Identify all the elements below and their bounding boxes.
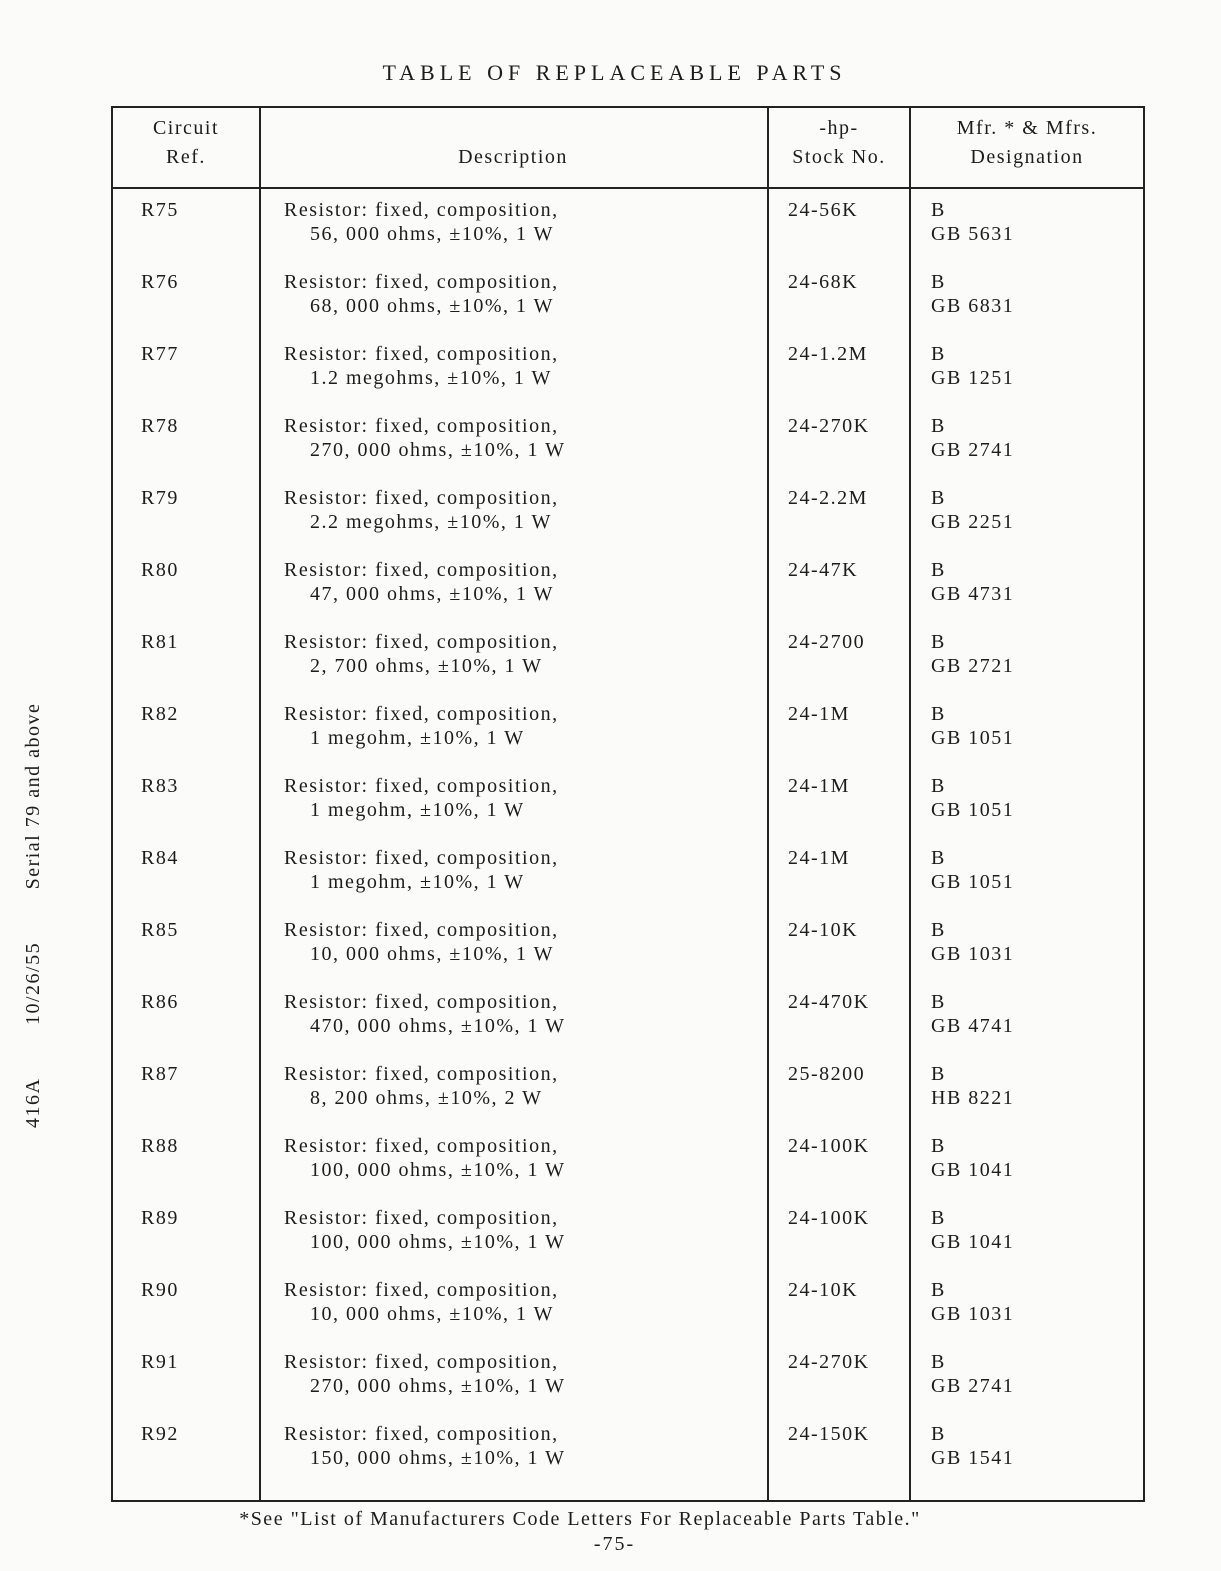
mfr-code: B	[931, 343, 946, 365]
description-line2: 1 megohm, ±10%, 1 W	[310, 799, 525, 821]
description-line1: Resistor: fixed, composition,	[284, 1351, 559, 1373]
description-line1: Resistor: fixed, composition,	[284, 487, 559, 509]
table-row	[113, 270, 1143, 342]
description-line2: 270, 000 ohms, ±10%, 1 W	[310, 439, 566, 461]
stock-no: 24-2700	[788, 631, 866, 653]
table-row	[113, 1062, 1143, 1134]
revision-date: 10/26/55	[22, 941, 44, 1026]
description-line1: Resistor: fixed, composition,	[284, 1279, 559, 1301]
mfr-code: B	[931, 559, 946, 581]
description-line1: Resistor: fixed, composition,	[284, 1135, 559, 1157]
description-line1: Resistor: fixed, composition,	[284, 847, 559, 869]
circuit-ref: R80	[141, 559, 179, 581]
stock-no: 24-100K	[788, 1135, 870, 1157]
circuit-ref: R85	[141, 919, 179, 941]
description-line1: Resistor: fixed, composition,	[284, 775, 559, 797]
description-line1: Resistor: fixed, composition,	[284, 271, 559, 293]
stock-no: 25-8200	[788, 1063, 866, 1085]
stock-no: 24-47K	[788, 559, 859, 581]
stock-no: 24-1.2M	[788, 343, 868, 365]
description-line1: Resistor: fixed, composition,	[284, 919, 559, 941]
table-row	[113, 630, 1143, 702]
description-line1: Resistor: fixed, composition,	[284, 631, 559, 653]
margin-side-text	[22, 657, 45, 1128]
circuit-ref: R79	[141, 487, 179, 509]
table-row	[113, 702, 1143, 774]
mfr-designation: GB 5631	[931, 223, 1015, 245]
mfr-code: B	[931, 703, 946, 725]
description-line2: 1 megohm, ±10%, 1 W	[310, 727, 525, 749]
mfr-code: B	[931, 199, 946, 221]
mfr-code: B	[931, 415, 946, 437]
description-line2: 10, 000 ohms, ±10%, 1 W	[310, 943, 554, 965]
mfr-code: B	[931, 487, 946, 509]
description-line2: 1.2 megohms, ±10%, 1 W	[310, 367, 552, 389]
mfr-code: B	[931, 1423, 946, 1445]
mfr-code: B	[931, 271, 946, 293]
table-row	[113, 1422, 1143, 1494]
stock-no: 24-1M	[788, 847, 850, 869]
description-line2: 470, 000 ohms, ±10%, 1 W	[310, 1015, 566, 1037]
description-line2: 2, 700 ohms, ±10%, 1 W	[310, 655, 543, 677]
circuit-ref: R92	[141, 1423, 179, 1445]
stock-no: 24-270K	[788, 1351, 870, 1373]
description-line1: Resistor: fixed, composition,	[284, 1207, 559, 1229]
description-line2: 68, 000 ohms, ±10%, 1 W	[310, 295, 554, 317]
mfr-code: B	[931, 775, 946, 797]
stock-no: 24-100K	[788, 1207, 870, 1229]
mfr-code: B	[931, 919, 946, 941]
table-row	[113, 990, 1143, 1062]
table-row	[113, 558, 1143, 630]
description-line1: Resistor: fixed, composition,	[284, 1423, 559, 1445]
description-line1: Resistor: fixed, composition,	[284, 703, 559, 725]
table-row	[113, 414, 1143, 486]
description-line1: Resistor: fixed, composition,	[284, 199, 559, 221]
stock-no: 24-1M	[788, 703, 850, 725]
header-mfr-line2: Designation	[970, 146, 1084, 168]
mfr-designation: GB 4731	[931, 583, 1015, 605]
mfr-designation: GB 1041	[931, 1159, 1015, 1181]
mfr-code: B	[931, 631, 946, 653]
header-stock-no	[769, 108, 909, 193]
header-stock-no-line1: -hp-	[819, 117, 859, 139]
description-line2: 8, 200 ohms, ±10%, 2 W	[310, 1087, 543, 1109]
mfr-code: B	[931, 847, 946, 869]
table-row	[113, 342, 1143, 414]
circuit-ref: R83	[141, 775, 179, 797]
mfr-code: B	[931, 1063, 946, 1085]
parts-table	[111, 106, 1145, 1502]
circuit-ref: R86	[141, 991, 179, 1013]
stock-no: 24-470K	[788, 991, 870, 1013]
header-circuit-ref	[113, 108, 259, 193]
description-line1: Resistor: fixed, composition,	[284, 343, 559, 365]
description-line2: 150, 000 ohms, ±10%, 1 W	[310, 1447, 566, 1469]
description-line2: 100, 000 ohms, ±10%, 1 W	[310, 1159, 566, 1181]
mfr-designation: GB 1541	[931, 1447, 1015, 1469]
mfr-designation: GB 1031	[931, 1303, 1015, 1325]
table-row	[113, 774, 1143, 846]
description-line2: 47, 000 ohms, ±10%, 1 W	[310, 583, 554, 605]
mfr-designation: GB 1051	[931, 727, 1015, 749]
circuit-ref: R88	[141, 1135, 179, 1157]
header-circuit-ref-line2: Ref.	[166, 146, 206, 168]
description-line2: 2.2 megohms, ±10%, 1 W	[310, 511, 552, 533]
description-line1: Resistor: fixed, composition,	[284, 991, 559, 1013]
page-title: TABLE OF REPLACEABLE PARTS	[382, 60, 847, 85]
circuit-ref: R87	[141, 1063, 179, 1085]
stock-no: 24-68K	[788, 271, 859, 293]
stock-no: 24-2.2M	[788, 487, 868, 509]
circuit-ref: R77	[141, 343, 179, 365]
circuit-ref: R75	[141, 199, 179, 221]
header-mfr-designation	[911, 108, 1143, 193]
description-line1: Resistor: fixed, composition,	[284, 559, 559, 581]
mfr-designation: GB 4741	[931, 1015, 1015, 1037]
mfr-designation: GB 2721	[931, 655, 1015, 677]
table-row	[113, 846, 1143, 918]
stock-no: 24-150K	[788, 1423, 870, 1445]
table-row	[113, 918, 1143, 990]
circuit-ref: R91	[141, 1351, 179, 1373]
serial-range: Serial 79 and above	[22, 702, 44, 890]
description-line1: Resistor: fixed, composition,	[284, 1063, 559, 1085]
table-body	[113, 198, 1143, 1494]
description-line2: 1 megohm, ±10%, 1 W	[310, 871, 525, 893]
stock-no: 24-1M	[788, 775, 850, 797]
circuit-ref: R89	[141, 1207, 179, 1229]
circuit-ref: R81	[141, 631, 179, 653]
page-number: -75-	[593, 1533, 636, 1555]
mfr-code: B	[931, 1207, 946, 1229]
mfr-designation: GB 1051	[931, 799, 1015, 821]
description-line2: 56, 000 ohms, ±10%, 1 W	[310, 223, 554, 245]
mfr-designation: GB 1051	[931, 871, 1015, 893]
table-row	[113, 198, 1143, 270]
mfr-designation: GB 2741	[931, 1375, 1015, 1397]
mfr-designation: GB 2741	[931, 439, 1015, 461]
mfr-code: B	[931, 1351, 946, 1373]
circuit-ref: R78	[141, 415, 179, 437]
circuit-ref: R76	[141, 271, 179, 293]
mfr-designation: GB 6831	[931, 295, 1015, 317]
mfr-designation: GB 1031	[931, 943, 1015, 965]
circuit-ref: R90	[141, 1279, 179, 1301]
mfr-designation: GB 1041	[931, 1231, 1015, 1253]
description-line2: 270, 000 ohms, ±10%, 1 W	[310, 1375, 566, 1397]
header-description: Description	[458, 146, 568, 168]
mfr-code: B	[931, 1135, 946, 1157]
description-line2: 10, 000 ohms, ±10%, 1 W	[310, 1303, 554, 1325]
header-circuit-ref-line1: Circuit	[152, 117, 220, 139]
mfr-designation: HB 8221	[931, 1087, 1015, 1109]
table-row	[113, 1206, 1143, 1278]
header-stock-no-line2: Stock No.	[792, 146, 886, 168]
circuit-ref: R84	[141, 847, 179, 869]
description-line2: 100, 000 ohms, ±10%, 1 W	[310, 1231, 566, 1253]
model-number: 416A	[22, 1077, 44, 1128]
footnote: *See "List of Manufacturers Code Letters For Replaceable Parts Table."	[239, 1508, 921, 1530]
table-row	[113, 1278, 1143, 1350]
header-mfr-line1: Mfr. * & Mfrs.	[956, 117, 1098, 139]
mfr-designation: GB 1251	[931, 367, 1015, 389]
mfr-designation: GB 2251	[931, 511, 1015, 533]
table-row	[113, 1134, 1143, 1206]
stock-no: 24-56K	[788, 199, 859, 221]
mfr-code: B	[931, 1279, 946, 1301]
stock-no: 24-10K	[788, 919, 859, 941]
table-row	[113, 486, 1143, 558]
table-row	[113, 1350, 1143, 1422]
mfr-code: B	[931, 991, 946, 1013]
stock-no: 24-270K	[788, 415, 870, 437]
description-line1: Resistor: fixed, composition,	[284, 415, 559, 437]
stock-no: 24-10K	[788, 1279, 859, 1301]
circuit-ref: R82	[141, 703, 179, 725]
